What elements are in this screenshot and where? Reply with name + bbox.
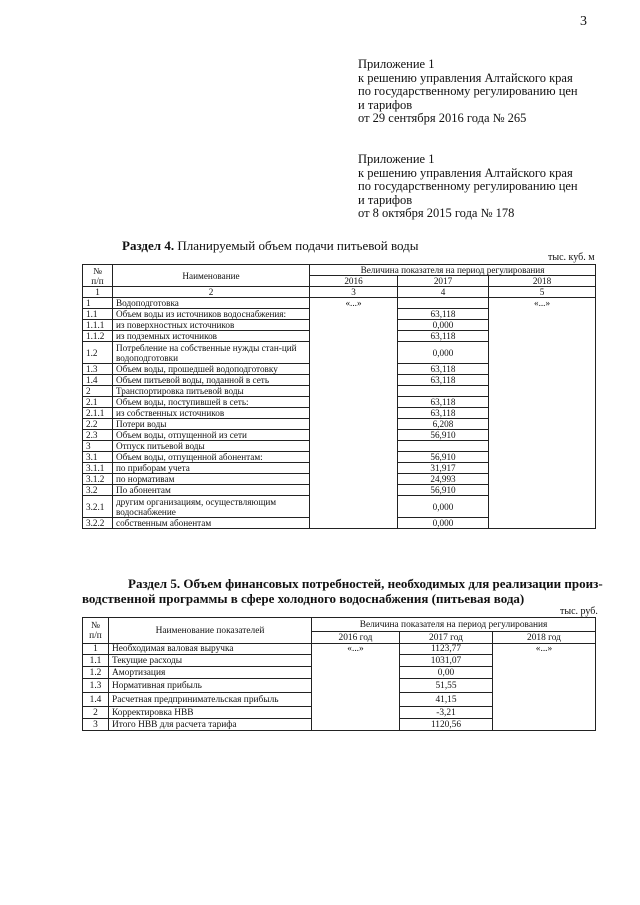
value-2017: 63,118 <box>398 331 489 342</box>
row-number: 1 <box>83 644 109 655</box>
row-name: Объем питьевой воды, поданной в сеть <box>113 375 310 386</box>
value-2017: 0,000 <box>398 320 489 331</box>
row-number: 1.1 <box>83 655 109 667</box>
water-volume-table <box>82 264 596 529</box>
table-row <box>83 298 596 309</box>
appendix-line: и тарифов <box>358 97 413 112</box>
value-2017: 63,118 <box>398 397 489 408</box>
row-name: По абонентам <box>113 485 310 496</box>
value-2017: 41,15 <box>400 693 493 707</box>
col-header-year: 2017 <box>398 276 489 287</box>
value-2017 <box>398 386 489 397</box>
value-2017: 0,000 <box>398 496 489 518</box>
row-number: 3.2.2 <box>83 518 113 529</box>
row-name: Отпуск питьевой воды <box>113 441 310 452</box>
appendix-date: от 29 сентября 2016 года № 265 <box>358 111 527 126</box>
row-number: 3.1.1 <box>83 463 113 474</box>
value-2017: 24,993 <box>398 474 489 485</box>
section4-label: Раздел 4. <box>122 238 175 253</box>
col-header-year: 2018 год <box>493 632 596 644</box>
row-number: 1.2 <box>83 667 109 679</box>
value-2017: 1120,56 <box>400 719 493 731</box>
value-2017: 63,118 <box>398 309 489 320</box>
col-header-number: № п/п <box>83 618 109 644</box>
row-number: 1.4 <box>83 375 113 386</box>
row-number: 3 <box>83 719 109 731</box>
value-2017: 51,55 <box>400 679 493 693</box>
value-2017: 0,00 <box>400 667 493 679</box>
row-name: Объем воды, поступившей в сеть: <box>113 397 310 408</box>
row-name: Необходимая валовая выручка <box>109 644 312 655</box>
row-name: другим организациям, осуществляющим водоснабжение <box>113 496 310 518</box>
row-number: 1.1.1 <box>83 320 113 331</box>
row-number: 2 <box>83 707 109 719</box>
value-2017 <box>398 298 489 309</box>
row-name: по нормативам <box>113 474 310 485</box>
col-header-year: 2017 год <box>400 632 493 644</box>
appendix-title: Приложение 1 <box>358 57 435 71</box>
value-2017: 0,000 <box>398 518 489 529</box>
section5-label: Раздел 5. <box>128 576 181 591</box>
row-number: 1.2 <box>83 342 113 364</box>
row-number: 1.3 <box>83 679 109 693</box>
row-number: 2.1 <box>83 397 113 408</box>
row-name: Амортизация <box>109 667 312 679</box>
value-2017: 1123,77 <box>400 644 493 655</box>
row-name: Водоподготовка <box>113 298 310 309</box>
section5-title: Объем финансовых потребностей, необходимых для реализации произ- <box>183 576 603 591</box>
col-header-name: Наименование <box>113 265 310 287</box>
value-2017: -3,21 <box>400 707 493 719</box>
row-name: Итого НВВ для расчета тарифа <box>109 719 312 731</box>
row-name: Текущие расходы <box>109 655 312 667</box>
appendix-header-current <box>358 58 578 126</box>
value-2017: 6,208 <box>398 419 489 430</box>
section5-title-cont: водственной программы в сфере холодного водоснабжения (питьевая вода) <box>82 591 525 606</box>
row-number: 3.2.1 <box>83 496 113 518</box>
table-row <box>83 644 596 655</box>
row-name: Потребление на собственные нужды стан-ций водоподготовки <box>113 342 310 364</box>
row-number: 3.1.2 <box>83 474 113 485</box>
row-number: 3 <box>83 441 113 452</box>
appendix-title: Приложение 1 <box>358 152 435 166</box>
row-name: по приборам учета <box>113 463 310 474</box>
row-number: 1.1.2 <box>83 331 113 342</box>
row-number: 1.1 <box>83 309 113 320</box>
value-2017: 63,118 <box>398 375 489 386</box>
row-number: 3.2 <box>83 485 113 496</box>
col-number-cell: 5 <box>489 287 596 298</box>
col-header-value: Величина показателя на период регулирования <box>312 618 596 632</box>
row-name: собственным абонентам <box>113 518 310 529</box>
row-name: Транспортировка питьевой воды <box>113 386 310 397</box>
col-header-name: Наименование показателей <box>109 618 312 644</box>
row-name: Потери воды <box>113 419 310 430</box>
row-name: Расчетная предпринимательская прибыль <box>109 693 312 707</box>
row-number: 2.1.1 <box>83 408 113 419</box>
appendix-line: по государственному регулированию цен <box>358 84 578 99</box>
col-number-cell: 3 <box>310 287 398 298</box>
row-name: Объем воды, отпущенной абонентам: <box>113 452 310 463</box>
row-number: 1.3 <box>83 364 113 375</box>
section5-heading <box>128 576 603 592</box>
row-number: 2.3 <box>83 430 113 441</box>
row-number: 1 <box>83 298 113 309</box>
section4-title: Планируемый объем подачи питьевой воды <box>177 238 419 253</box>
appendix-line: к решению управления Алтайского края <box>358 70 573 85</box>
col-number-cell: 4 <box>398 287 489 298</box>
section4-units: тыс. куб. м <box>548 252 595 263</box>
value-2017: 63,118 <box>398 408 489 419</box>
row-name: из собственных источников <box>113 408 310 419</box>
section5-units: тыс. руб. <box>560 606 598 617</box>
row-number: 2.2 <box>83 419 113 430</box>
col-header-year: 2016 <box>310 276 398 287</box>
value-2018: «...» <box>489 298 596 529</box>
row-name: Объем воды из источников водоснабжения: <box>113 309 310 320</box>
value-2016: «...» <box>312 644 400 731</box>
col-header-number: № п/п <box>83 265 113 287</box>
value-2017: 56,910 <box>398 485 489 496</box>
value-2017: 56,910 <box>398 452 489 463</box>
col-header-year: 2016 год <box>312 632 400 644</box>
value-2017: 63,118 <box>398 364 489 375</box>
appendix-line: к решению управления Алтайского края <box>358 165 573 180</box>
row-name: из поверхностных источников <box>113 320 310 331</box>
value-2016: «...» <box>310 298 398 529</box>
page-number: 3 <box>580 14 587 29</box>
appendix-line: по государственному регулированию цен <box>358 179 578 194</box>
row-number: 3.1 <box>83 452 113 463</box>
value-2017: 0,000 <box>398 342 489 364</box>
value-2017: 31,917 <box>398 463 489 474</box>
value-2018: «...» <box>493 644 596 731</box>
col-header-year: 2018 <box>489 276 596 287</box>
appendix-date: от 8 октября 2015 года № 178 <box>358 206 515 221</box>
row-name: Объем воды, прошедшей водоподготовку <box>113 364 310 375</box>
value-2017: 1031,07 <box>400 655 493 667</box>
row-number: 1.4 <box>83 693 109 707</box>
value-2017: 56,910 <box>398 430 489 441</box>
row-number: 2 <box>83 386 113 397</box>
row-name: Нормативная прибыль <box>109 679 312 693</box>
col-number-cell: 1 <box>83 287 113 298</box>
appendix-line: и тарифов <box>358 192 413 207</box>
row-name: Корректировка НВВ <box>109 707 312 719</box>
col-number-cell: 2 <box>113 287 310 298</box>
financial-needs-table <box>82 617 596 731</box>
section4-heading <box>122 238 419 254</box>
col-header-value: Величина показателя на период регулирования <box>310 265 596 276</box>
row-name: из подземных источников <box>113 331 310 342</box>
appendix-header-previous <box>358 153 578 221</box>
row-name: Объем воды, отпущенной из сети <box>113 430 310 441</box>
value-2017 <box>398 441 489 452</box>
